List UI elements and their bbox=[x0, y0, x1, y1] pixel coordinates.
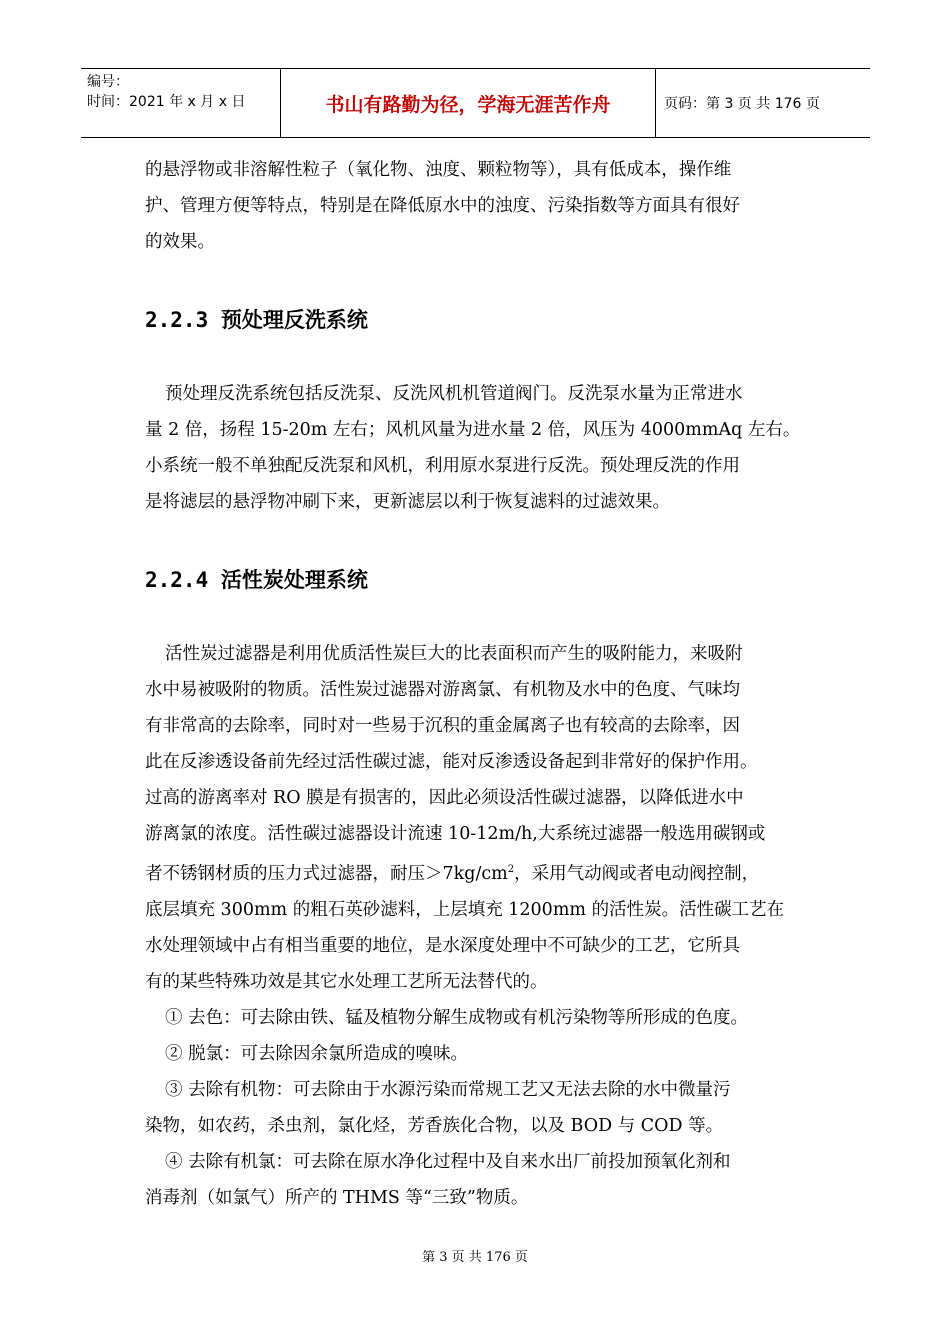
text-segment: 者不锈钢材质的压力式过滤器，耐压＞7kg/cm bbox=[145, 863, 508, 884]
text-line: 是将滤层的悬浮物冲刷下来，更新滤层以利于恢复滤料的过滤效果。 bbox=[145, 492, 670, 512]
text-line: 底层填充 300mm 的粗石英砂滤料，上层填充 1200mm 的活性炭。活性碳工艺在 bbox=[145, 899, 785, 920]
list-item: ④ 去除有机氯：可去除在原水净化过程中及自来水出厂前投加预氧化剂和 bbox=[165, 1151, 731, 1172]
header-table bbox=[81, 68, 870, 138]
header-page-info: 页码：第 3 页 共 176 页 bbox=[664, 96, 820, 112]
section-heading-223: 2.2.3 预处理反洗系统 bbox=[145, 308, 368, 332]
text-line: 有非常高的去除率，同时对一些易于沉积的重金属离子也有较高的去除率，因 bbox=[145, 716, 740, 736]
text-line: 的效果。 bbox=[145, 232, 215, 252]
superscript: 2 bbox=[507, 864, 515, 875]
text-line: 量 2 倍，扬程 15-20m 左右；风机风量为进水量 2 倍，风压为 4000mmAq 左右。 bbox=[145, 420, 801, 440]
paragraph-223 bbox=[145, 376, 820, 520]
text-line: 此在反渗透设备前先经过活性碳过滤，能对反渗透设备起到非常好的保护作用。 bbox=[145, 752, 758, 772]
paragraph-224 bbox=[145, 636, 820, 1216]
text-line: 水处理领域中占有相当重要的地位，是水深度处理中不可缺少的工艺，它所具 bbox=[145, 935, 740, 956]
text-segment: ，采用气动阀或者电动阀控制， bbox=[514, 863, 760, 884]
text-line: 水中易被吸附的物质。活性炭过滤器对游离氯、有机物及水中的色度、气味均 bbox=[145, 680, 740, 700]
page-footer: 第 3 页 共 176 页 bbox=[422, 1250, 528, 1265]
text-line bbox=[145, 852, 820, 892]
text-line: 有的某些特殊功效是其它水处理工艺所无法替代的。 bbox=[145, 971, 548, 992]
text-line: 活性炭过滤器是利用优质活性炭巨大的比表面积而产生的吸附能力，来吸附 bbox=[165, 644, 743, 664]
number-label: 编号： bbox=[87, 74, 129, 90]
list-item-continuation: 染物，如农药，杀虫剂，氯化烃，芳香族化合物，以及 BOD 与 COD 等。 bbox=[145, 1115, 724, 1136]
text-line: 游离氯的浓度。活性碳过滤器设计流速 10-12m/h,大系统过滤器一般选用碳钢或 bbox=[145, 824, 766, 844]
date-label: 时间：2021 年 x 月 x 日 bbox=[87, 94, 246, 110]
list-item: ② 脱氯：可去除因余氯所造成的嗅味。 bbox=[165, 1043, 469, 1064]
text-line: 小系统一般不单独配反洗泵和风机，利用原水泵进行反洗。预处理反洗的作用 bbox=[145, 456, 740, 476]
list-item-continuation: 消毒剂（如氯气）所产的 THMS 等“三致”物质。 bbox=[145, 1187, 529, 1208]
header-motto: 书山有路勤为径，学海无涯苦作舟 bbox=[281, 69, 656, 137]
text-line: 护、管理方便等特点，特别是在降低原水中的浊度、污染指数等方面具有很好 bbox=[145, 196, 740, 216]
text-line: 预处理反洗系统包括反洗泵、反洗风机机管道阀门。反洗泵水量为正常进水 bbox=[165, 384, 743, 404]
list-item: ③ 去除有机物：可去除由于水源污染而常规工艺又无法去除的水中微量污 bbox=[165, 1079, 731, 1100]
header-meta bbox=[81, 69, 281, 137]
page-content bbox=[145, 152, 820, 1216]
text-line: 过高的游离率对 RO 膜是有损害的，因此必须设活性碳过滤器，以降低进水中 bbox=[145, 788, 744, 808]
intro-paragraph bbox=[145, 152, 820, 260]
text-line: 的悬浮物或非溶解性粒子（氧化物、浊度、颗粒物等），具有低成本，操作维 bbox=[145, 160, 732, 180]
section-heading-224: 2.2.4 活性炭处理系统 bbox=[145, 568, 368, 592]
list-item: ① 去色：可去除由铁、锰及植物分解生成物或有机污染物等所形成的色度。 bbox=[165, 1007, 749, 1028]
